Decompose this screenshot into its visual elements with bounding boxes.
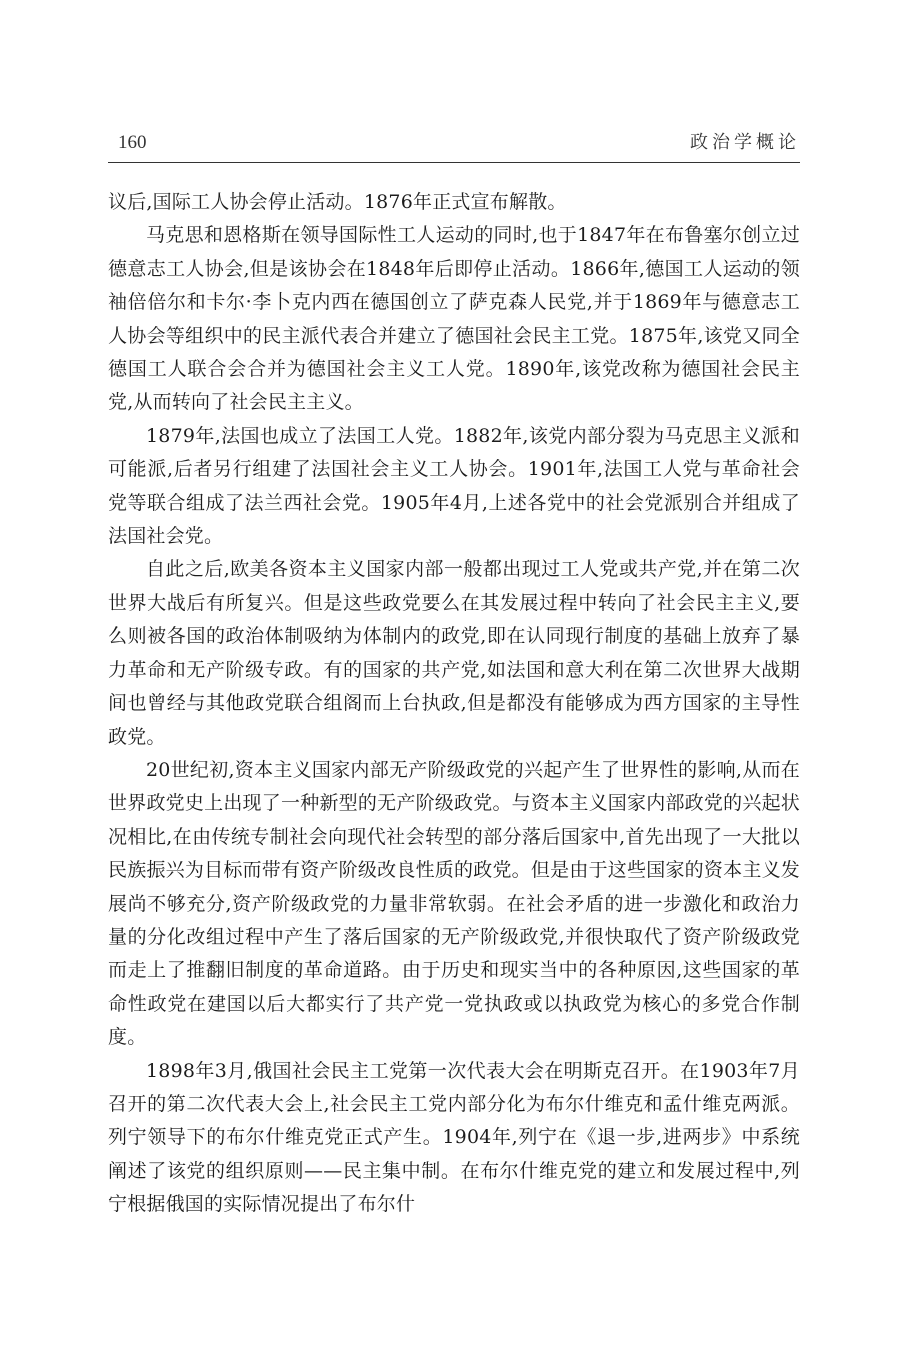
paragraph-russia-bolsheviks: 1898年3月,俄国社会民主工党第一次代表大会在明斯克召开。在1903年7月召开的第二次代表大会上,社会民主工党内部分化为布尔什维克和孟什维克两派。列宁领导下的布尔什维克党正式产生。1904年,列宁在《退一步,进两步》中系统阐述了该党的组织原则——民主集中制。在布尔什维克党的建立和发展过程中,列宁根据俄国的实际情况提出了布尔什 bbox=[108, 1059, 800, 1216]
paragraph-france-parties: 1879年,法国也成立了法国工人党。1882年,该党内部分裂为马克思主义派和可能派,后者另行组建了法国社会主义工人协会。1901年,法国工人党与革命社会党等联合组成了法兰西社会党。1905年4月,上述各党中的社会党派别合并组成了法国社会党。 bbox=[108, 424, 800, 548]
body-text bbox=[108, 186, 800, 1222]
paragraph-germany-parties: 马克思和恩格斯在领导国际性工人运动的同时,也于1847年在布鲁塞尔创立过德意志工人协会,但是该协会在1848年后即停止活动。1866年,德国工人运动的领袖倍倍尔和卡尔·李卜克内西在德国创立了萨克森人民党,并于1869年与德意志工人协会等组织中的民主派代表合并建立了德国社会民主工党。1875年,该党又同全德国工人联合会合并为德国社会主义工人党。1890年,该党改称为德国社会民主党,从而转向了社会民主主义。 bbox=[108, 224, 800, 414]
paragraph-continuation: 议后,国际工人协会停止活动。1876年正式宣布解散。 bbox=[108, 191, 567, 213]
page-number: 160 bbox=[118, 132, 147, 153]
paragraph-western-parties: 自此之后,欧美各资本主义国家内部一般都出现过工人党或共产党,并在第二次世界大战后有所复兴。但是这些政党要么在其发展过程中转向了社会民主主义,要么则被各国的政治体制吸纳为体制内的政党,即在认同现行制度的基础上放弃了暴力革命和无产阶级专政。有的国家的共产党,如法国和意大利在第二次世界大战期间也曾经与其他政党联合组阁而上台执政,但是都没有能够成为西方国家的主导性政党。 bbox=[108, 558, 800, 748]
paragraph-20th-century: 20世纪初,资本主义国家内部无产阶级政党的兴起产生了世界性的影响,从而在世界政党史上出现了一种新型的无产阶级政党。与资本主义国家内部政党的兴起状况相比,在由传统专制社会向现代社会转型的部分落后国家中,首先出现了一大批以民族振兴为目标而带有资产阶级改良性质的政党。但是由于这些国家的资本主义发展尚不够充分,资产阶级政党的力量非常软弱。在社会矛盾的进一步激化和政治力量的分化改组过程中产生了落后国家的无产阶级政党,并很快取代了资产阶级政党而走上了推翻旧制度的革命道路。由于历史和现实当中的各种原因,这些国家的革命性政党在建国以后大都实行了共产党一党执政或以执政党为核心的多党合作制度。 bbox=[108, 758, 800, 1049]
running-title: 政治学概论 bbox=[690, 132, 800, 153]
page-header bbox=[108, 128, 800, 163]
